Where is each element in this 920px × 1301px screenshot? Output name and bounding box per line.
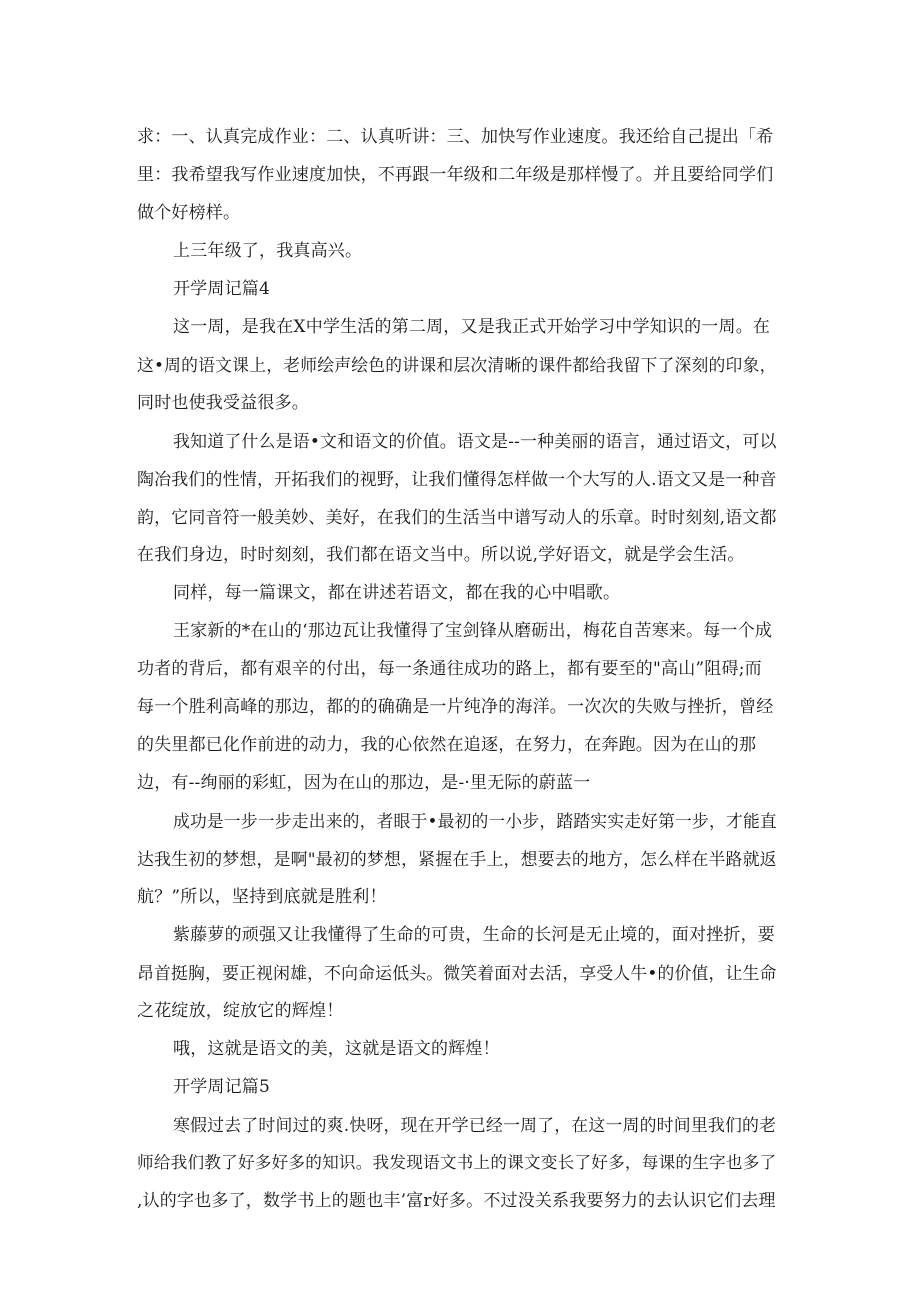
paragraph-line: 成功是一步一步走出来的，者眼于•最初的一小步，踏踏实实走好第一步，才能直 bbox=[173, 811, 777, 831]
text-line: 的失里都已化作前进的动力，我的心依然在追逐，在努力，在奔跑。因为在山的那 bbox=[137, 735, 757, 755]
text-line: 陶冶我们的性情，开拓我们的视野，让我们懂得怎样做一个大写的人.语文又是一种音 bbox=[137, 469, 777, 489]
text-line: 同时也使我受益很多。 bbox=[137, 393, 309, 413]
paragraph-line: 紫藤萝的顽强又让我懂得了生命的可贵，生命的长河是无止境的，面对挫折，要 bbox=[173, 925, 775, 945]
paragraph-line: 上三年级了，我真高兴。 bbox=[173, 241, 363, 261]
text-line: 每一个胜利高峰的那边，都的的确确是一片纯净的海洋。一次次的失败与挫折，曾经 bbox=[137, 697, 774, 717]
paragraph-line: 寒假过去了时间过的爽.快呀，现在开学已经一周了，在这一周的时间里我们的老 bbox=[173, 1115, 777, 1135]
text-line: 求：一、认真完成作业：二、认真听讲：三、加快写作业速度。我还给自己提出「希 bbox=[137, 127, 774, 147]
section-heading: 开学周记篇4 bbox=[173, 279, 271, 299]
document-body bbox=[137, 118, 777, 1220]
text-line: 韵，它同音符一般美妙、美好，在我们的生活当中谱写动人的乐章。时时刻刻,语文都 bbox=[137, 507, 777, 527]
paragraph-line: 我知道了什么是语•文和语文的价值。语文是--一种美丽的语言，通过语文，可以 bbox=[173, 431, 777, 451]
text-line: 里：我希望我写作业速度加快，不再跟一年级和二年级是那样慢了。并且要给同学们 bbox=[137, 165, 774, 185]
paragraph-line: 同样，每一篇课文，都在讲述若语文，都在我的心中唱歌。 bbox=[173, 583, 621, 603]
text-line: 做个好榜样。 bbox=[137, 203, 241, 223]
section-heading: 开学周记篇5 bbox=[173, 1077, 271, 1097]
text-line: 边，有--绚丽的彩虹，因为在山的那边，是-·里无际的蔚蓝一 bbox=[137, 773, 591, 793]
paragraph-line: 哦，这就是语文的美，这就是语文的辉煌！ bbox=[173, 1039, 500, 1059]
text-line: 昂首挺胸，要正视闲雄，不向命运低头。微笑着面对去活，享受人牛•的价值，让生命 bbox=[137, 963, 777, 983]
text-line: 师给我们教了好多好多的知识。我发现语文书上的课文变长了好多，每课的生字也多了 bbox=[137, 1153, 777, 1172]
text-line: 之花绽放，绽放它的辉煌！ bbox=[137, 1001, 344, 1021]
paragraph-line: 王家新的*在山的‘那边瓦让我懂得了宝剑锋从磨砺出，梅花自苦寒来。每一个成 bbox=[173, 621, 773, 641]
text-line: 在我们身边，时时刻刻，我们都在语文当中。所以说,学好语文，就是学会生活。 bbox=[137, 545, 745, 565]
text-line: 功者的背后，都有艰辛的付出，每一条通往成功的路上，都有要至的"高山”阻碍;而 bbox=[137, 659, 762, 679]
paragraph-line: 这一周，是我在X中学生活的第二周，又是我正式开始学习中学知识的一周。在 bbox=[173, 317, 771, 337]
text-line: 达我生初的梦想，是啊"最初的梦想，紧握在手上，想要去的地方，怎么样在半路就返 bbox=[137, 849, 777, 869]
text-line: 这•周的语文课上，老师绘声绘色的讲课和层次清晰的课件都给我留下了深刻的印象， bbox=[137, 355, 777, 375]
text-line: 航？”所以，坚持到底就是胜利！ bbox=[137, 887, 387, 907]
text-line: ,认的字也多了，数学书上的题也丰’富r好多。不过没关系我要努力的去认识它们去理 bbox=[137, 1191, 776, 1211]
